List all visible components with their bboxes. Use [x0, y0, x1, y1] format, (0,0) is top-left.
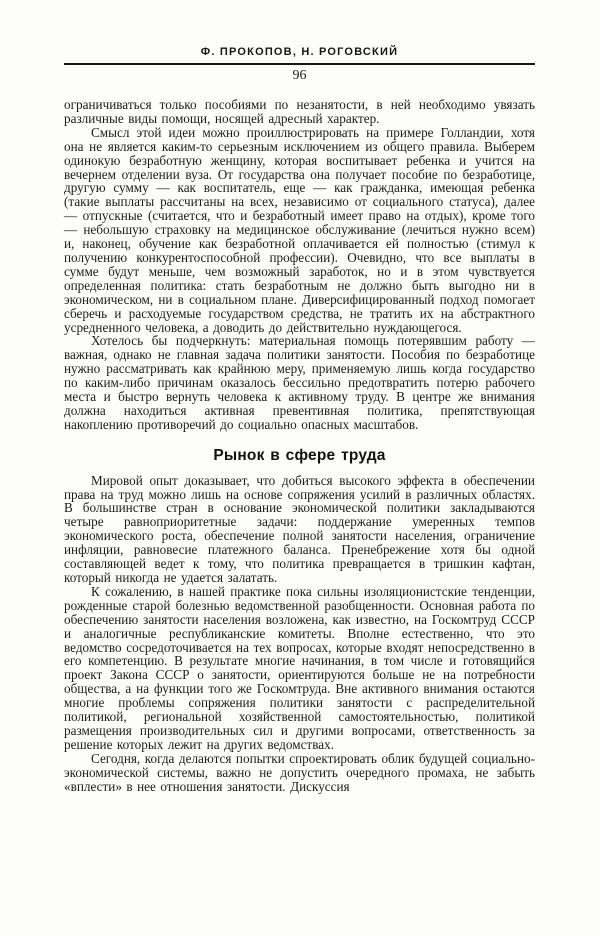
body-text — [64, 98, 535, 794]
paragraph: К сожалению, в нашей практике пока сильны изоляционистские тенденции, рожденные старой болезнью ведомственной разобщенности. Основная работа по обеспечению занятости населения возложена, как известно, на Госкомтруд СССР и аналогичные республиканские комитеты. Вполне естественно, что это ведомство сосредоточивается на тех вопросах, которые входят непосредственно в его компетенцию. В результате многие начинания, в том числе и готовящийся проект Закона СССР о занятости, ориентируются больше не на потребности общества, а на функции того же Госкомтруда. Вне активного внимания остаются многие проблемы сопряжения политики занятости с распределительной политикой, региональной хозяйственной самостоятельностью, политикой размещения производительных сил и другими вопросами, ответственность за решение которых лежит на других ведомствах. — [64, 583, 535, 752]
paragraph: Сегодня, когда делаются попытки спроектировать облик будущей социально-экономической системы, важно не допустить очередного промаха, не забыть «вплести» в нее отношения занятости. Дискуссия — [64, 750, 535, 794]
section-heading: Рынок в сфере труда — [213, 446, 386, 464]
paragraph: Мировой опыт доказывает, что добиться высокого эффекта в обеспечении права на труд можно лишь на основе сопряжения усилий в различных областях. В большинстве стран в основание экономической политики закладываются четыре равноприоритетные задачи: поддержание умеренных темпов экономического роста, обеспечение полной занятости населения, ограничение инфляции, равновесие платежного баланса. Пренебрежение хотя бы одной составляющей ведет к тому, что политика превращается в тришкин кафтан, который никогда не удается залатать. — [64, 472, 535, 585]
paragraph-continuation: ограничиваться только пособиями по незанятости, в ней необходимо увязать различные виды помощи, носящей адресный характер. — [64, 97, 535, 126]
running-header — [64, 46, 535, 84]
paragraph: Хотелось бы подчеркнуть: материальная помощь потерявшим работу — важная, однако не главная задача политики занятости. Пособия по безработице нужно рассматривать как крайнюю меру, применяемую лишь когда государство по каким-либо причинам оказалось бессильно предотвратить потерю рабочего места и быстро вернуть человека к активному труду. В центре же внимания должна находиться активная превентивная политика, препятствующая накоплению противоречий до социально опасных масштабов. — [64, 333, 535, 432]
paragraph: Смысл этой идеи можно проиллюстрировать на примере Голландии, хотя она не является каким-то серьезным исключением из общего правила. Выберем одинокую безработную женщину, которая воспитывает ребенка и учится на вечернем отделении вуза. От государства она получает пособие по безработице, другую сумму — как воспитатель, еще — как гражданка, имеющая ребенка (такие выплаты рассчитаны на всех, независимо от социального статуса), далее — отпускные (считается, что и безработный имеет право на отдых), кроме того — небольшую страховку на медицинское обслуживание (лечиться нужно всем) и, наконец, обучение как безработной оплачивается ей полностью (стимул к получению конкурентоспособной профессии). Очевидно, что все выплаты в сумме будут меньше, чем возможный заработок, но и в этом чувствуется определенная политика: стать безработным не должно быть выгодно ни в экономическом, ни в социальном плане. Диверсифицированный подход помогает сберечь и расходуемые государством средства, не тратить их на абстрактного усредненного человека, а доводить до действительно нуждающегося. — [64, 124, 535, 335]
authors-line: Ф. ПРОКОПОВ, Н. РОГОВСКИЙ — [200, 46, 399, 58]
page-number: 96 — [292, 68, 307, 83]
header-rule — [64, 63, 535, 65]
